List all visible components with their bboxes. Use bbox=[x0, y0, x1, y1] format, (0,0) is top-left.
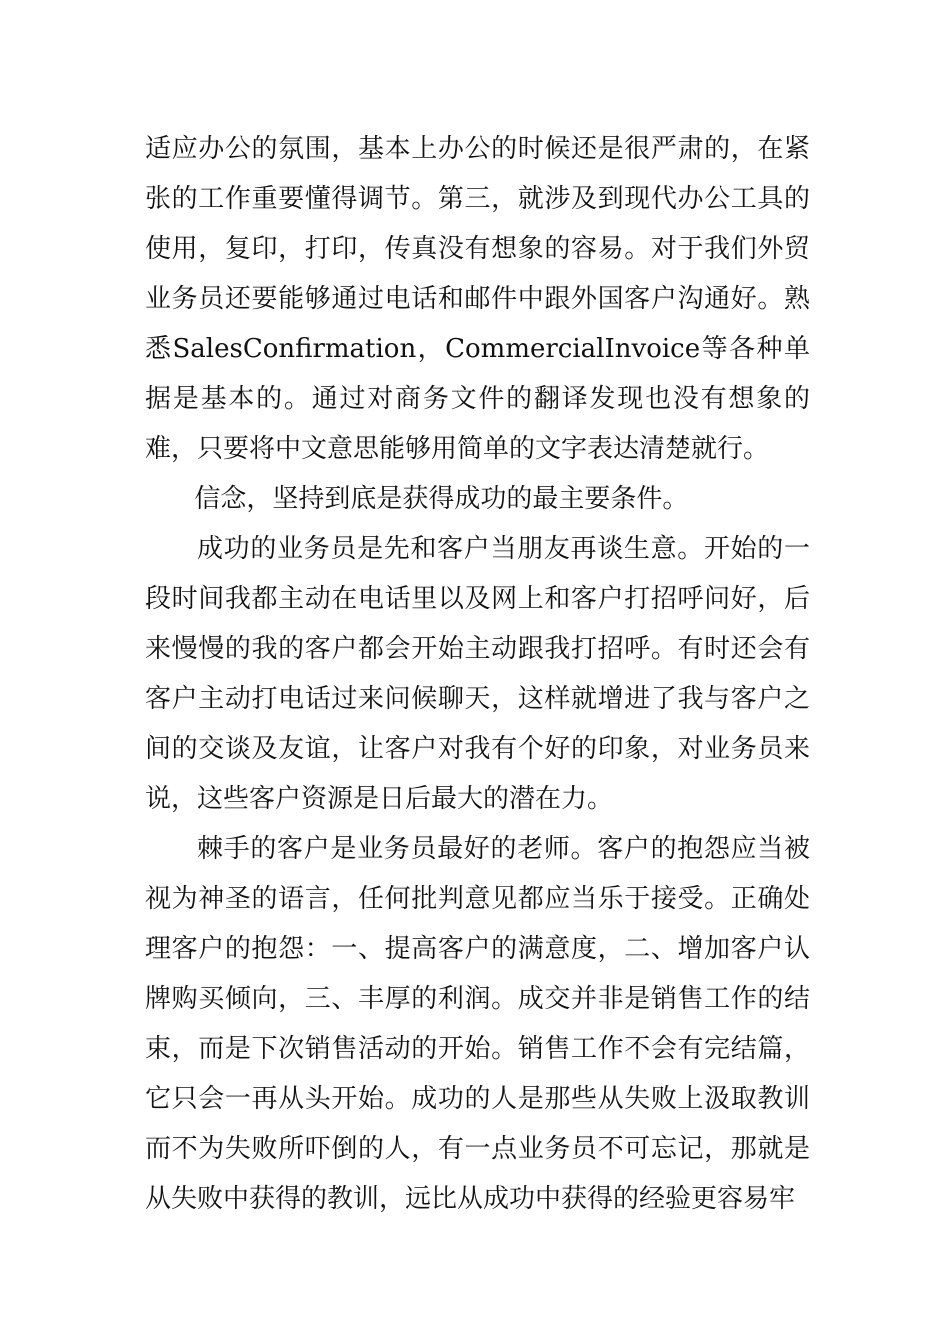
paragraph-office-atmosphere: 适应办公的氛围，基本上办公的时候还是很严肃的，在紧张的工作重要懂得调节。第三，就涉及到现代办公工具的使用，复印，打印，传真没有想象的容易。对于我们外贸业务员还要能够通过电话和邮件中跟外国客户沟通好。熟悉SalesConfirmation，CommercialInvoice等各种单据是基本的。通过对商务文件的翻译发现也没有想象的难，只要将中文意思能够用简单的文字表达清楚就行。 bbox=[145, 134, 810, 464]
document-body bbox=[145, 124, 810, 1224]
paragraph-difficult-customers: 棘手的客户是业务员最好的老师。客户的抱怨应当被视为神圣的语言，任何批判意见都应当乐于接受。正确处理客户的抱怨：一、提高客户的满意度，二、增加客户认牌购买倾向，三、丰厚的利润。成交并非是销售工作的结束，而是下次销售活动的开始。销售工作不会有完结篇，它只会一再从头开始。成功的人是那些从失败上汲取教训而不为失败所吓倒的人，有一点业务员不可忘记，那就是从失败中获得的教训，远比从成功中获得的经验更容易牢 bbox=[145, 834, 810, 1214]
paragraph-customer-friends: 成功的业务员是先和客户当朋友再谈生意。开始的一段时间我都主动在电话里以及网上和客户打招呼问好，后来慢慢的我的客户都会开始主动跟我打招呼。有时还会有客户主动打电话过来问候聊天，这样就增进了我与客户之间的交谈及友谊，让客户对我有个好的印象，对业务员来说，这些客户资源是日后最大的潜在力。 bbox=[145, 534, 810, 814]
paragraph-belief: 信念，坚持到底是获得成功的最主要条件。 bbox=[194, 484, 689, 514]
